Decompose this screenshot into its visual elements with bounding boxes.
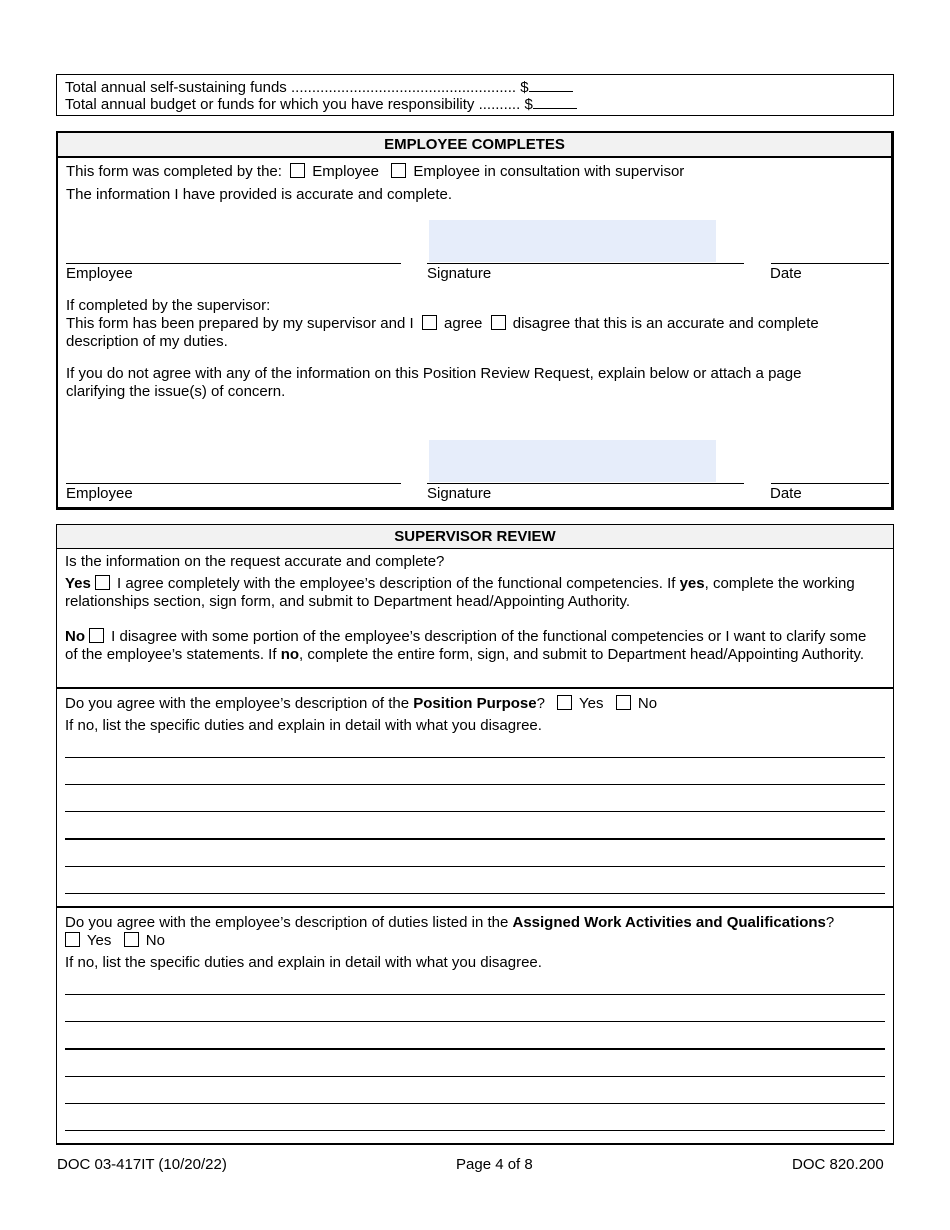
write-line bbox=[65, 784, 885, 785]
work-question-pre: Do you agree with the employee’s description of duties listed in the bbox=[65, 914, 509, 931]
purpose-instruction: If no, list the specific duties and explain in detail with what you disagree. bbox=[65, 717, 542, 734]
employee-caption-2: Employee bbox=[66, 485, 133, 502]
write-line bbox=[65, 994, 885, 995]
yes-label: Yes bbox=[65, 575, 91, 592]
work-instruction: If no, list the specific duties and explain in detail with what you disagree. bbox=[65, 954, 542, 971]
no-text-1: I disagree with some portion of the employee’s description of the functional competencies or I want to clarify some of the employee’s statements. If bbox=[65, 628, 867, 663]
self-sustaining-label: Total annual self-sustaining funds bbox=[65, 79, 287, 96]
self-sustaining-dots: ...................................................... bbox=[290, 79, 517, 96]
budget-input[interactable] bbox=[533, 94, 577, 109]
purpose-no-label: No bbox=[637, 695, 658, 712]
currency-sign: $ bbox=[524, 96, 533, 113]
assigned-work-section bbox=[56, 907, 894, 1145]
date-line-2 bbox=[771, 483, 889, 484]
purpose-yes-label: Yes bbox=[579, 695, 604, 712]
self-sustaining-input[interactable] bbox=[529, 77, 573, 92]
date-caption-2: Date bbox=[770, 485, 802, 502]
date-caption: Date bbox=[770, 265, 802, 282]
prepared-text-2: description of my duties. bbox=[66, 333, 228, 350]
accurate-statement: The information I have provided is accurate and complete. bbox=[66, 186, 453, 203]
employee-name-field-2[interactable] bbox=[66, 443, 401, 483]
write-line bbox=[65, 1130, 885, 1131]
yes-text-1: I agree completely with the employee’s description of the functional competencies. If bbox=[117, 575, 676, 592]
footer-form-id: DOC 03-417IT (10/20/22) bbox=[57, 1156, 227, 1173]
funds-box bbox=[56, 74, 894, 116]
agree-checkbox[interactable] bbox=[422, 315, 437, 330]
yes-text-2: , complete the working relationships section, sign form, and submit to Department head/Appointing Authority. bbox=[65, 575, 855, 610]
work-answer-area[interactable] bbox=[65, 974, 885, 1132]
budget-row bbox=[65, 94, 577, 114]
purpose-answer-area[interactable] bbox=[65, 737, 885, 893]
write-line bbox=[65, 893, 885, 894]
work-options-row bbox=[61, 932, 165, 950]
signature-line-2 bbox=[427, 483, 744, 484]
supervisor-review-section bbox=[56, 524, 894, 689]
no-label: No bbox=[65, 628, 85, 645]
employee-line bbox=[66, 263, 401, 264]
write-line bbox=[65, 1048, 885, 1050]
budget-label: Total annual budget or funds for which you have responsibility bbox=[65, 96, 475, 113]
supervisor-review-title: SUPERVISOR REVIEW bbox=[57, 525, 893, 549]
purpose-question-post: ? bbox=[536, 695, 545, 712]
supervisor-no-checkbox[interactable] bbox=[89, 628, 104, 643]
supervisor-question: Is the information on the request accurate and complete? bbox=[65, 553, 445, 570]
consult-option-label: Employee in consultation with supervisor bbox=[413, 163, 685, 180]
signature-field-2[interactable] bbox=[429, 440, 716, 482]
footer-policy: DOC 820.200 bbox=[792, 1156, 884, 1173]
disagree-label: disagree that this is an accurate and complete bbox=[512, 315, 819, 332]
completed-by-label: This form was completed by the: bbox=[66, 163, 282, 180]
work-question-post: ? bbox=[825, 914, 835, 931]
purpose-question-row bbox=[65, 695, 657, 713]
purpose-question-pre: Do you agree with the employee’s description of the bbox=[65, 695, 410, 712]
work-yes-label: Yes bbox=[86, 932, 112, 949]
work-no-checkbox[interactable] bbox=[124, 932, 139, 947]
yes-paragraph bbox=[65, 575, 880, 611]
no-bold: no bbox=[280, 646, 300, 663]
work-yes-checkbox[interactable] bbox=[65, 932, 80, 947]
write-line bbox=[65, 866, 885, 867]
date-field[interactable] bbox=[771, 223, 889, 263]
yes-bold: yes bbox=[679, 575, 705, 592]
employee-option-label: Employee bbox=[312, 163, 379, 180]
prepared-row bbox=[66, 315, 819, 333]
not-agree-text: If you do not agree with any of the information on this Position Review Request, explain below or attach a page clarifying the issue(s) of concern. bbox=[66, 365, 802, 400]
prepared-text: This form has been prepared by my supervisor and I bbox=[66, 315, 414, 332]
no-paragraph bbox=[65, 628, 880, 664]
footer-page-number: Page 4 of 8 bbox=[456, 1156, 533, 1173]
position-purpose-section bbox=[56, 688, 894, 908]
if-supervisor-label: If completed by the supervisor: bbox=[66, 297, 271, 314]
date-field-2[interactable] bbox=[771, 443, 889, 483]
employee-line-2 bbox=[66, 483, 401, 484]
purpose-question-bold: Position Purpose bbox=[413, 695, 537, 712]
write-line bbox=[65, 838, 885, 840]
date-line bbox=[771, 263, 889, 264]
employee-completes-title: EMPLOYEE COMPLETES bbox=[58, 133, 891, 158]
employee-name-field[interactable] bbox=[66, 223, 401, 263]
agree-label: agree bbox=[444, 315, 483, 332]
signature-caption: Signature bbox=[427, 265, 492, 282]
completed-by-row bbox=[66, 163, 684, 181]
purpose-no-checkbox[interactable] bbox=[616, 695, 631, 710]
write-line bbox=[65, 1076, 885, 1077]
supervisor-yes-checkbox[interactable] bbox=[95, 575, 110, 590]
purpose-yes-checkbox[interactable] bbox=[557, 695, 572, 710]
employee-checkbox[interactable] bbox=[290, 163, 305, 178]
consult-checkbox[interactable] bbox=[391, 163, 406, 178]
work-question-row bbox=[65, 914, 834, 932]
write-line bbox=[65, 1021, 885, 1022]
employee-completes-section bbox=[56, 131, 894, 510]
signature-line bbox=[427, 263, 744, 264]
currency-sign: $ bbox=[520, 79, 529, 96]
write-line bbox=[65, 811, 885, 812]
employee-caption: Employee bbox=[66, 265, 133, 282]
budget-dots: .......... bbox=[478, 96, 521, 113]
work-no-label: No bbox=[145, 932, 165, 949]
signature-caption-2: Signature bbox=[427, 485, 492, 502]
work-question-bold: Assigned Work Activities and Qualifications bbox=[512, 914, 826, 931]
write-line bbox=[65, 757, 885, 758]
disagree-checkbox[interactable] bbox=[491, 315, 506, 330]
signature-field[interactable] bbox=[429, 220, 716, 262]
no-text-2: , complete the entire form, sign, and submit to Department head/Appointing Authority. bbox=[299, 646, 865, 663]
write-line bbox=[65, 1103, 885, 1104]
